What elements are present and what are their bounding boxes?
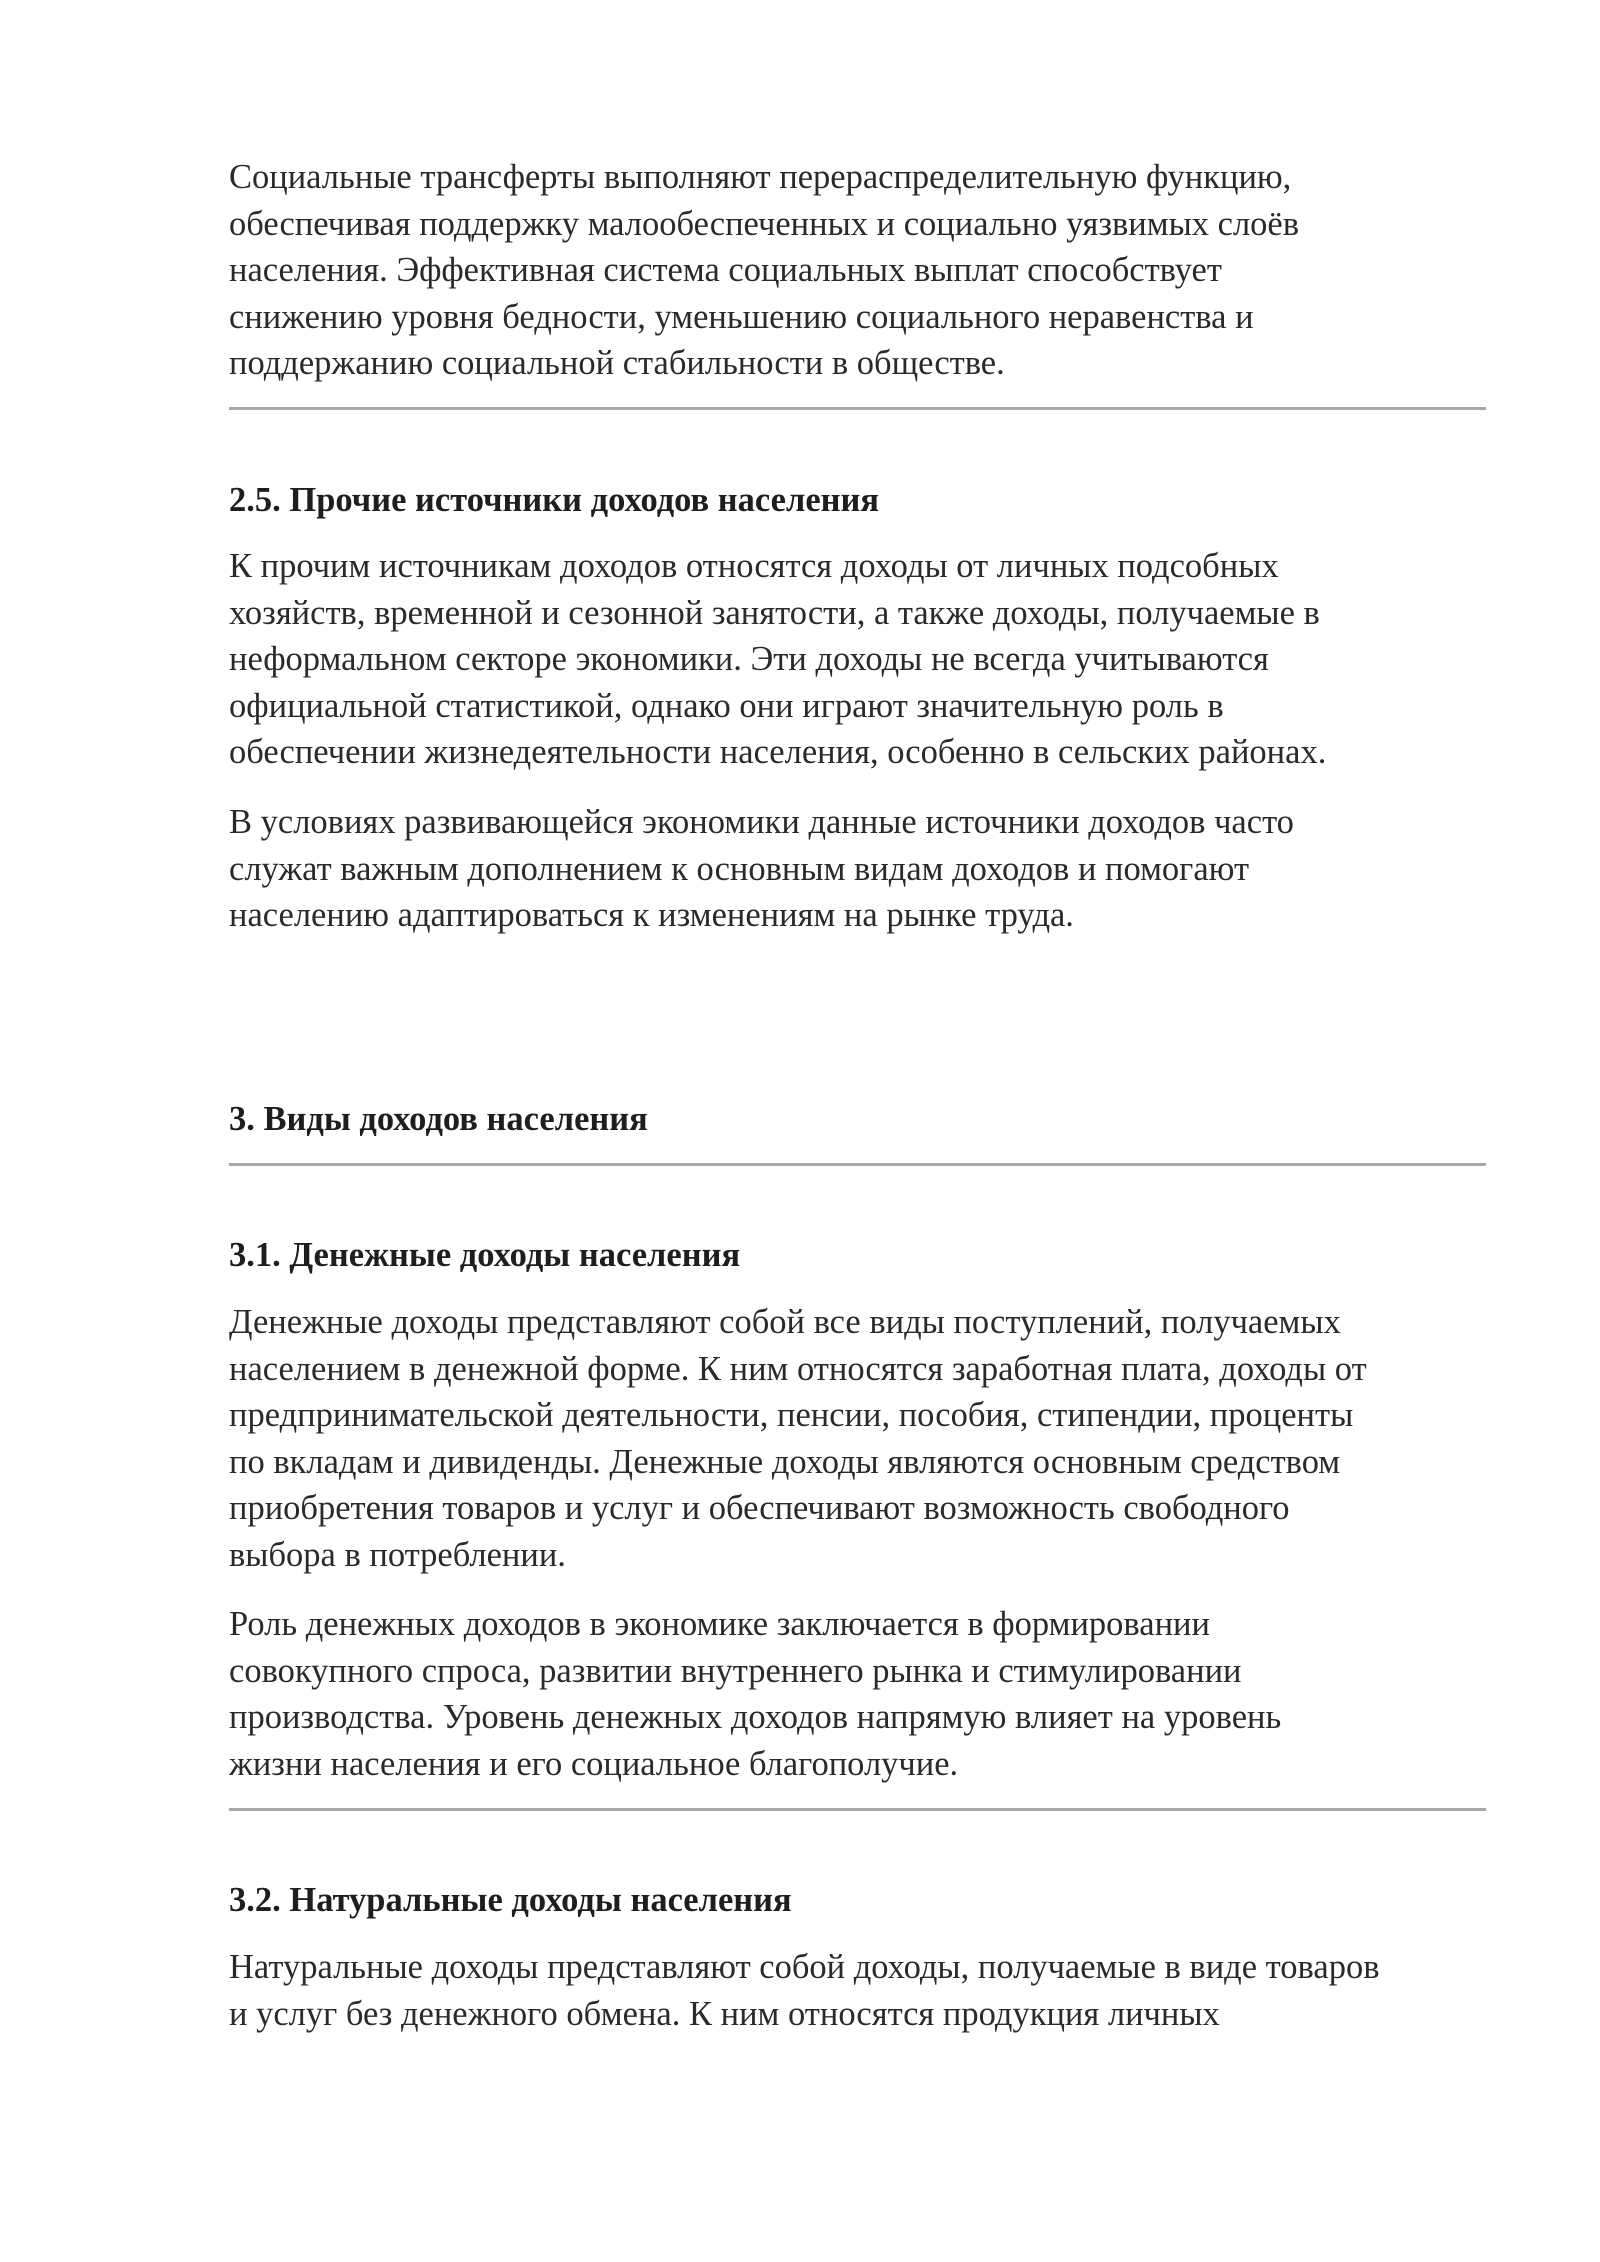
section-heading-3-1: 3.1. Денежные доходы населения (229, 1236, 741, 1274)
text-line: хозяйств, временной и сезонной занятости, а также доходы, получаемые в (229, 593, 1320, 632)
text-line: поддержанию социальной стабильности в обществе. (229, 344, 1005, 382)
text-line: неформальном секторе экономики. Эти доходы не всегда учитываются (229, 640, 1269, 678)
text-line: служат важным дополнением к основным видам доходов и помогают (229, 849, 1250, 888)
text-line: официальной статистикой, однако они играют значительную роль в (229, 686, 1224, 725)
text-line: производства. Уровень денежных доходов напрямую влияет на уровень (229, 1698, 1282, 1736)
paragraph-developing-economy (229, 799, 1486, 939)
text-line: обеспечении жизнедеятельности населения, особенно в сельских районах. (229, 733, 1327, 771)
text-line: Социальные трансферты выполняют перераспределительную функцию, (229, 158, 1292, 196)
text-line: предпринимательской деятельности, пенсии, пособия, стипендии, проценты (229, 1396, 1354, 1434)
text-line: жизни населения и его социальное благополучие. (229, 1744, 959, 1783)
text-line: К прочим источникам доходов относятся доходы от личных подсобных (229, 547, 1279, 585)
paragraph-role-of-monetary-income (229, 1601, 1486, 1787)
paragraph-social-transfers (229, 154, 1486, 387)
section-heading-3-2: 3.2. Натуральные доходы населения (229, 1881, 792, 1919)
text-line: и услуг без денежного обмена. К ним относятся продукция личных (229, 1994, 1220, 2033)
text-line: Натуральные доходы представляют собой доходы, получаемые в виде товаров (229, 1948, 1380, 1986)
text-line: населением в денежной форме. К ним относятся заработная плата, доходы от (229, 1349, 1367, 1388)
text-line: снижению уровня бедности, уменьшению социального неравенства и (229, 297, 1254, 336)
section-divider (229, 407, 1486, 410)
paragraph-other-income-sources (229, 543, 1486, 776)
paragraph-in-kind-income (229, 1944, 1486, 2037)
section-heading-2-5: 2.5. Прочие источники доходов населения (229, 481, 880, 519)
text-line: населения. Эффективная система социальных выплат способствует (229, 251, 1222, 289)
text-line: населению адаптироваться к изменениям на рынке труда. (229, 896, 1074, 934)
text-line: выбора в потреблении. (229, 1535, 566, 1574)
text-line: приобретения товаров и услуг и обеспечивают возможность свободного (229, 1489, 1290, 1527)
section-divider (229, 1163, 1486, 1166)
text-line: по вкладам и дивиденды. Денежные доходы являются основным средством (229, 1442, 1341, 1481)
section-divider (229, 1808, 1486, 1811)
text-line: Денежные доходы представляют собой все виды поступлений, получаемых (229, 1303, 1341, 1341)
paragraph-monetary-income (229, 1299, 1486, 1578)
text-line: совокупного спроса, развитии внутреннего рынка и стимулировании (229, 1651, 1242, 1690)
text-line: В условиях развивающейся экономики данные источники доходов часто (229, 803, 1294, 841)
text-line: обеспечивая поддержку малообеспеченных и социально уязвимых слоёв (229, 204, 1300, 243)
section-heading-3: 3. Виды доходов населения (229, 1100, 648, 1138)
text-line: Роль денежных доходов в экономике заключается в формировании (229, 1605, 1210, 1643)
